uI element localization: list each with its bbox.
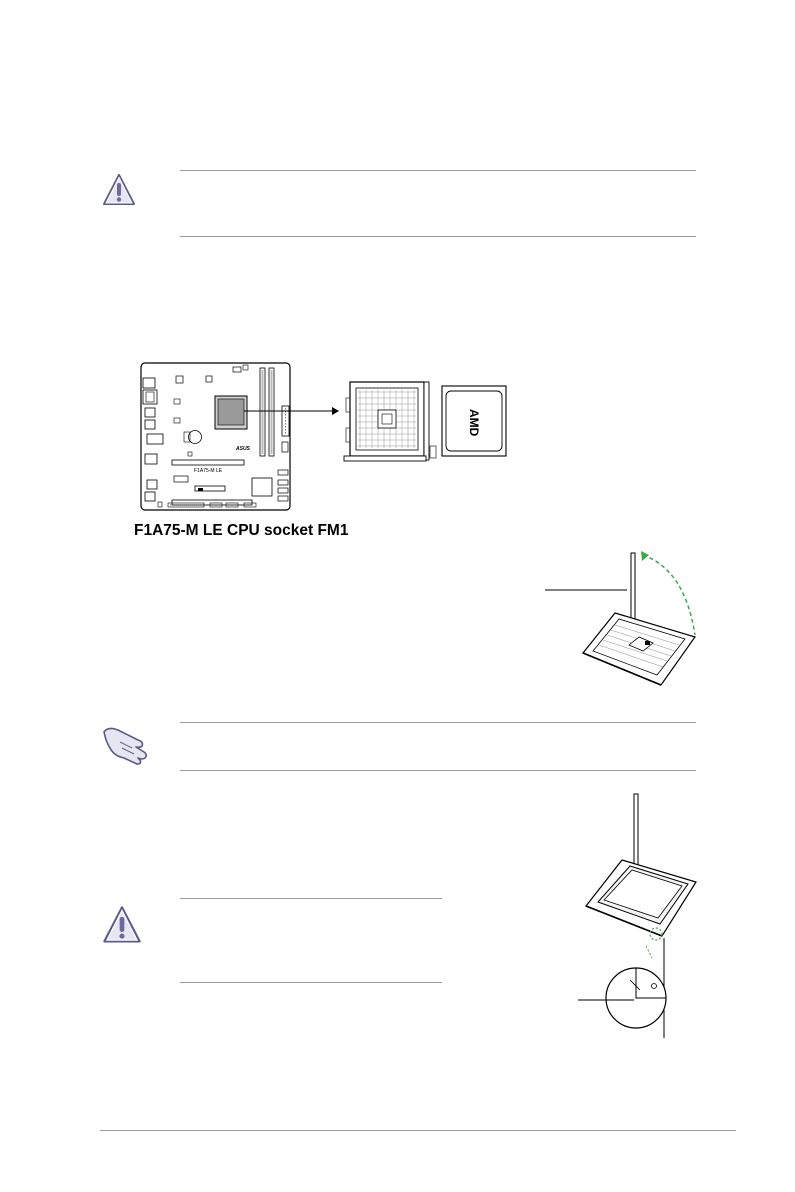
footer-rule [100, 1130, 736, 1131]
note-top-rule [180, 722, 696, 723]
note-bottom-rule [180, 770, 696, 771]
cpu-socket-closeup [340, 378, 440, 466]
cpu-brand-text: AMD [467, 409, 481, 437]
callout-arrow [244, 405, 340, 417]
caution-2-bottom-rule [180, 982, 442, 983]
pointing-hand-icon [98, 718, 160, 766]
figure-caption: F1A75-M LE CPU socket FM1 [134, 522, 349, 539]
caution-triangle-icon [101, 904, 143, 946]
caution-1-top-rule [180, 170, 696, 171]
caution-2-top-rule [180, 898, 442, 899]
motherboard-layout-figure [140, 362, 295, 514]
amd-cpu-chip [441, 385, 507, 457]
caution-triangle-icon [101, 172, 137, 208]
board-brand-mark: ASUS [236, 446, 250, 452]
socket-lever-lift-illustration [545, 545, 715, 695]
board-silk-label: F1A75-M LE [194, 468, 223, 474]
cpu-install-illustration [568, 790, 688, 1040]
caution-1-bottom-rule [180, 236, 696, 237]
